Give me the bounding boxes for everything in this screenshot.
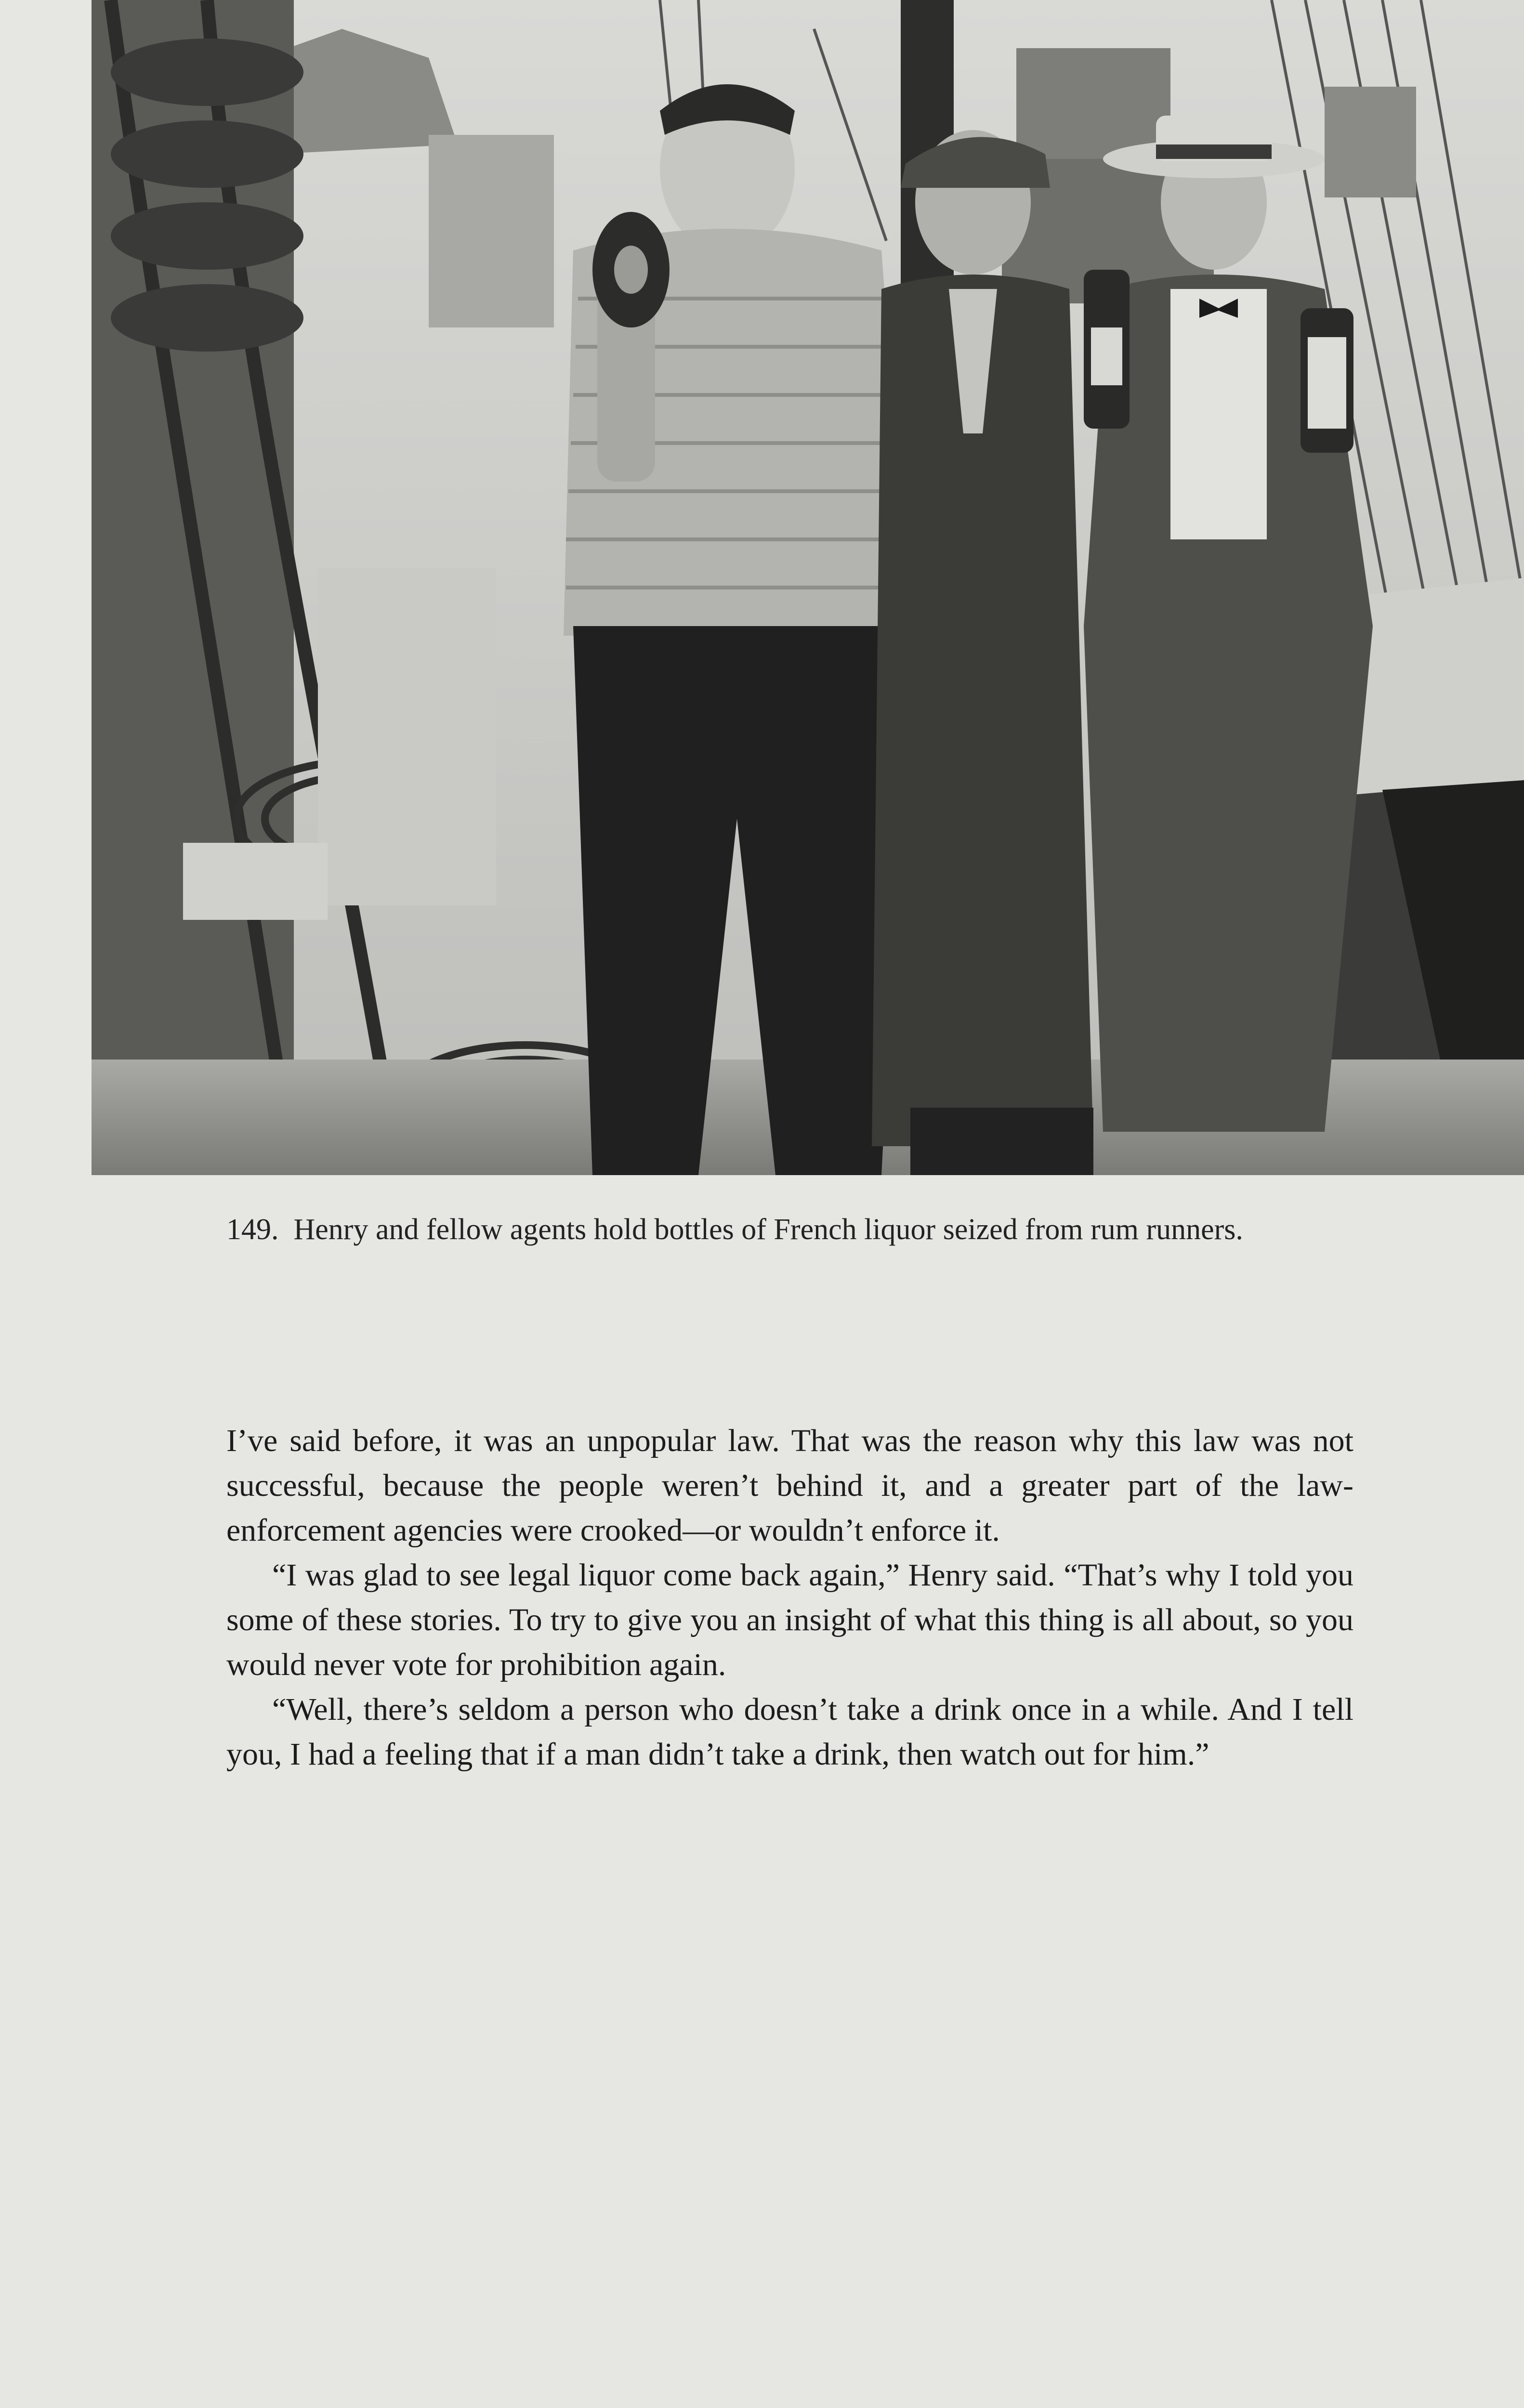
paragraph: “Well, there’s seldom a person who doesn’t take a drink once in a while. And I tell you, I had a feeling that if a man didn’t take a drink, then watch out for him.” <box>226 1692 1353 1772</box>
caption-text: Henry and fellow agents hold bottles of French liquor seized from rum runners. <box>293 1213 1243 1246</box>
body-text <box>226 1418 1353 1777</box>
photo-caption <box>226 1207 1353 1252</box>
paragraph: “I was glad to see legal liquor come back again,” Henry said. “That’s why I told you some of these stories. To try to give you an insight of what this thing is all about, so you would never vote for prohibition again. <box>226 1557 1353 1682</box>
caption-number: 149. <box>226 1213 279 1246</box>
photo-illustration <box>92 0 1524 1175</box>
agent-middle <box>872 130 1093 1175</box>
paragraph: I’ve said before, it was an unpopular law. That was the reason why this law was not successful, because the people weren’t behind it, and a greater part of the law-enforcement agencies were crooked—or wouldn’t enforce it. <box>226 1423 1353 1548</box>
photograph <box>92 0 1524 1175</box>
